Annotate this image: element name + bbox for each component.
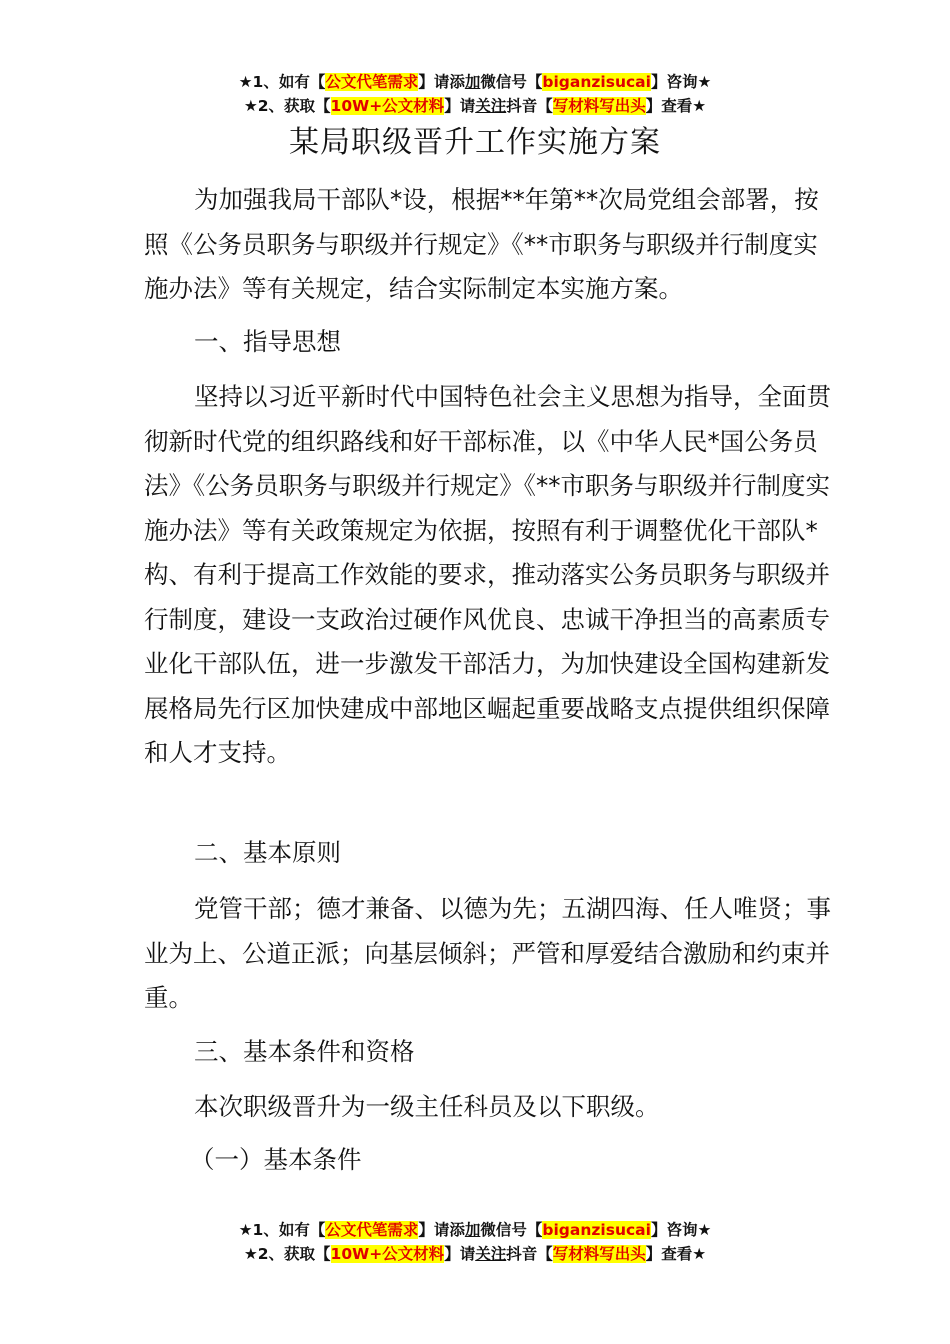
notice-text: 】请: [444, 1245, 476, 1263]
header-notice: [0, 70, 950, 118]
notice-text: 】查看★: [645, 1245, 707, 1263]
notice-text: 】查看★: [645, 97, 707, 115]
notice-text: 微信号【: [480, 1221, 543, 1239]
notice-highlight: biganzisucai: [542, 73, 651, 91]
notice-highlight: 写材料写出头: [552, 97, 646, 115]
notice-text: 】咨询★: [650, 1221, 712, 1239]
notice-highlight: 公文代笔需求: [325, 1221, 419, 1239]
notice-text: ★2、获取【: [243, 97, 331, 115]
intro-paragraph: 为加强我局干部队*设，根据**年第**次局党组会部署，按照《公务员职务与职级并行规定》《**市职务与职级并行制度实施办法》等有关规定，结合实际制定本实施方案。: [144, 185, 819, 303]
document-title: 某局职级晋升工作实施方案: [289, 125, 661, 160]
notice-underline: 加: [464, 1221, 481, 1239]
footer-notice: [0, 1218, 950, 1266]
notice-underline: 关注: [475, 97, 507, 115]
section-heading-basic-principles: 二、基本原则: [194, 838, 341, 867]
notice-text: 】请: [444, 97, 476, 115]
section-body-guiding-ideology: 坚持以习近平新时代中国特色社会主义思想为指导，全面贯彻新时代党的组织路线和好干部标准，以《中华人民*国公务员法》《公务员职务与职级并行规定》《**市职务与职级并行制度实施办法》等有关政策规定为依据，按照有利于调整优化干部队*构、有利于提高工作效能的要求，推动落实公务员职务与职级并行制度，建设一支政治过硬作风优良、忠诚干净担当的高素质专业化干部队伍，进一步激发干部活力，为加快建设全国构建新发展格局先行区加快建成中部地区崛起重要战略支点提供组织保障和人才支持。: [144, 382, 831, 767]
notice-text: 】请添: [418, 73, 465, 91]
notice-text: 微信号【: [480, 73, 543, 91]
notice-text: 】请添: [418, 1221, 465, 1239]
notice-line-1: [0, 1218, 950, 1242]
notice-highlight: biganzisucai: [542, 1221, 651, 1239]
section-heading-guiding-ideology: 一、指导思想: [194, 327, 341, 356]
notice-highlight: 10W+公文材料: [330, 97, 445, 115]
notice-line-1: [0, 70, 950, 94]
section-body-basic-principles: 党管干部；德才兼备、以德为先；五湖四海、任人唯贤；事业为上、公道正派；向基层倾斜；严管和厚爱结合激励和约束并重。: [144, 894, 831, 1012]
notice-text: ★1、如有【: [238, 1221, 326, 1239]
subsection-heading-basic-conditions: （一）基本条件: [190, 1145, 362, 1174]
section-body-conditions: 本次职级晋升为一级主任科员及以下职级。: [194, 1092, 660, 1121]
notice-text: 抖音【: [506, 1245, 553, 1263]
notice-text: 抖音【: [506, 97, 553, 115]
notice-line-2: [0, 94, 950, 118]
notice-highlight: 10W+公文材料: [330, 1245, 445, 1263]
notice-highlight: 公文代笔需求: [325, 73, 419, 91]
notice-highlight: 写材料写出头: [552, 1245, 646, 1263]
notice-underline: 关注: [475, 1245, 507, 1263]
notice-line-2: [0, 1242, 950, 1266]
notice-text: 】咨询★: [650, 73, 712, 91]
notice-underline: 加: [464, 73, 481, 91]
notice-text: ★2、获取【: [243, 1245, 331, 1263]
notice-text: ★1、如有【: [238, 73, 326, 91]
section-heading-conditions: 三、基本条件和资格: [194, 1037, 415, 1066]
